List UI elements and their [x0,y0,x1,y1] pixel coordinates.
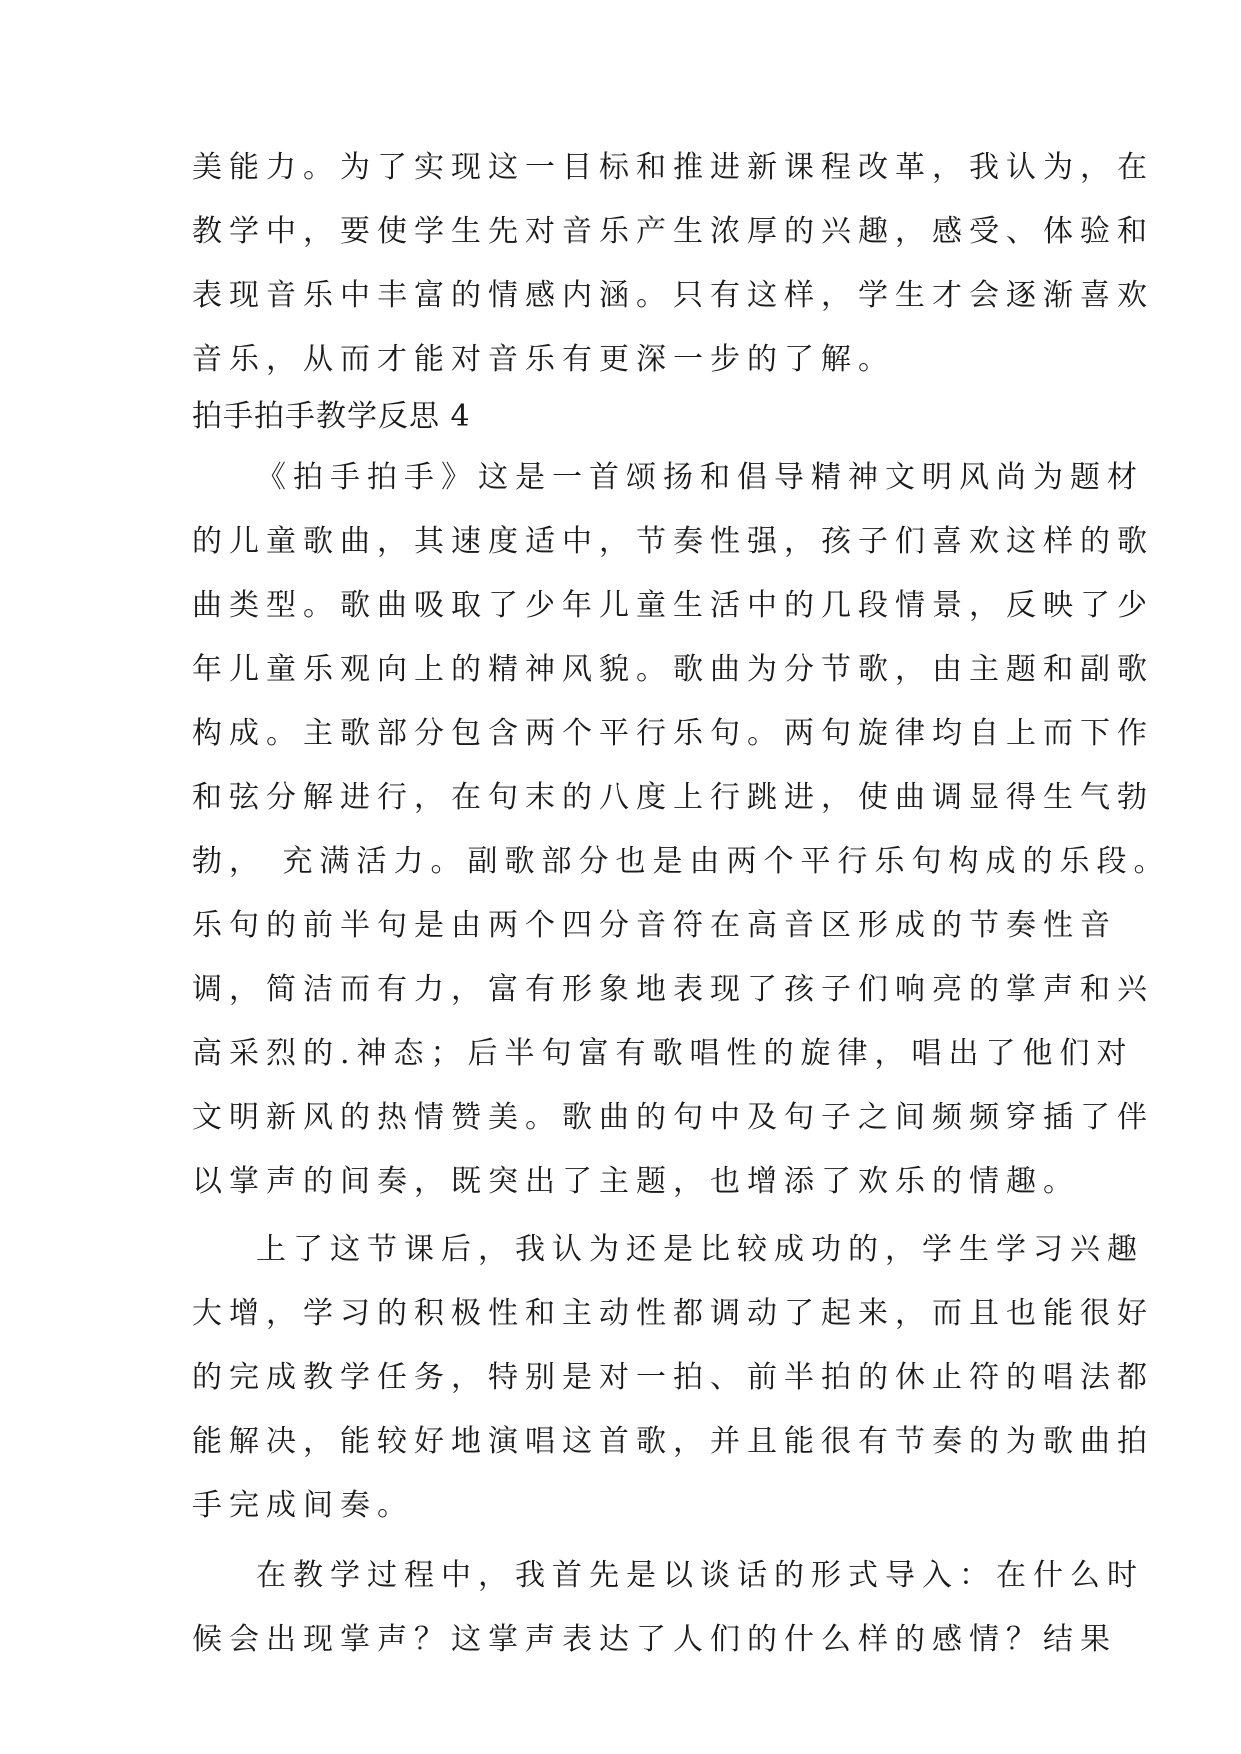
text-line: 调，简洁而有力，富有形象地表现了孩子们响亮的掌声和兴 [192,972,1154,1007]
text-line: 美能力。为了实现这一目标和推进新课程改革，我认为，在 [192,150,1154,185]
text-line: 手完成间奏。 [192,1488,414,1523]
section-heading: 拍手拍手教学反思 4 [192,399,471,434]
text-line: 大增，学习的积极性和主动性都调动了起来，而且也能很好 [192,1296,1154,1331]
text-line: 在教学过程中，我首先是以谈话的形式导入：在什么时 [256,1558,1144,1593]
text-line: 构成。主歌部分包含两个平行乐句。两句旋律均自上而下作 [192,716,1154,751]
text-line: 高采烈的.神态；后半句富有歌唱性的旋律，唱出了他们对 [192,1036,1134,1071]
text-line: 《拍手拍手》这是一首颂扬和倡导精神文明风尚为题材 [256,460,1144,495]
text-line: 乐句的前半句是由两个四分音符在高音区形成的节奏性音 [192,908,1117,943]
text-line: 年儿童乐观向上的精神风貌。歌曲为分节歌，由主题和副歌 [192,652,1154,687]
text-line: 表现音乐中丰富的情感内涵。只有这样，学生才会逐渐喜欢 [192,278,1154,313]
text-line: 以掌声的间奏，既突出了主题，也增添了欢乐的情趣。 [192,1164,1080,1199]
text-line: 能解决，能较好地演唱这首歌，并且能很有节奏的为歌曲拍 [192,1424,1154,1459]
text-line: 勃， 充满活力。副歌部分也是由两个平行乐句构成的乐段。 [192,844,1171,879]
text-line: 上了这节课后，我认为还是比较成功的，学生学习兴趣 [256,1232,1144,1267]
text-line: 候会出现掌声？这掌声表达了人们的什么样的感情？结果 [192,1622,1117,1657]
text-line: 的完成教学任务，特别是对一拍、前半拍的休止符的唱法都 [192,1360,1154,1395]
text-line: 文明新风的热情赞美。歌曲的句中及句子之间频频穿插了伴 [192,1100,1154,1135]
text-line: 的儿童歌曲，其速度适中，节奏性强，孩子们喜欢这样的歌 [192,524,1154,559]
text-line: 音乐，从而才能对音乐有更深一步的了解。 [192,342,895,377]
text-line: 曲类型。歌曲吸取了少年儿童生活中的几段情景，反映了少 [192,588,1154,623]
text-line: 教学中，要使学生先对音乐产生浓厚的兴趣，感受、体验和 [192,214,1154,249]
text-line: 和弦分解进行，在句末的八度上行跳进，使曲调显得生气勃 [192,780,1154,815]
